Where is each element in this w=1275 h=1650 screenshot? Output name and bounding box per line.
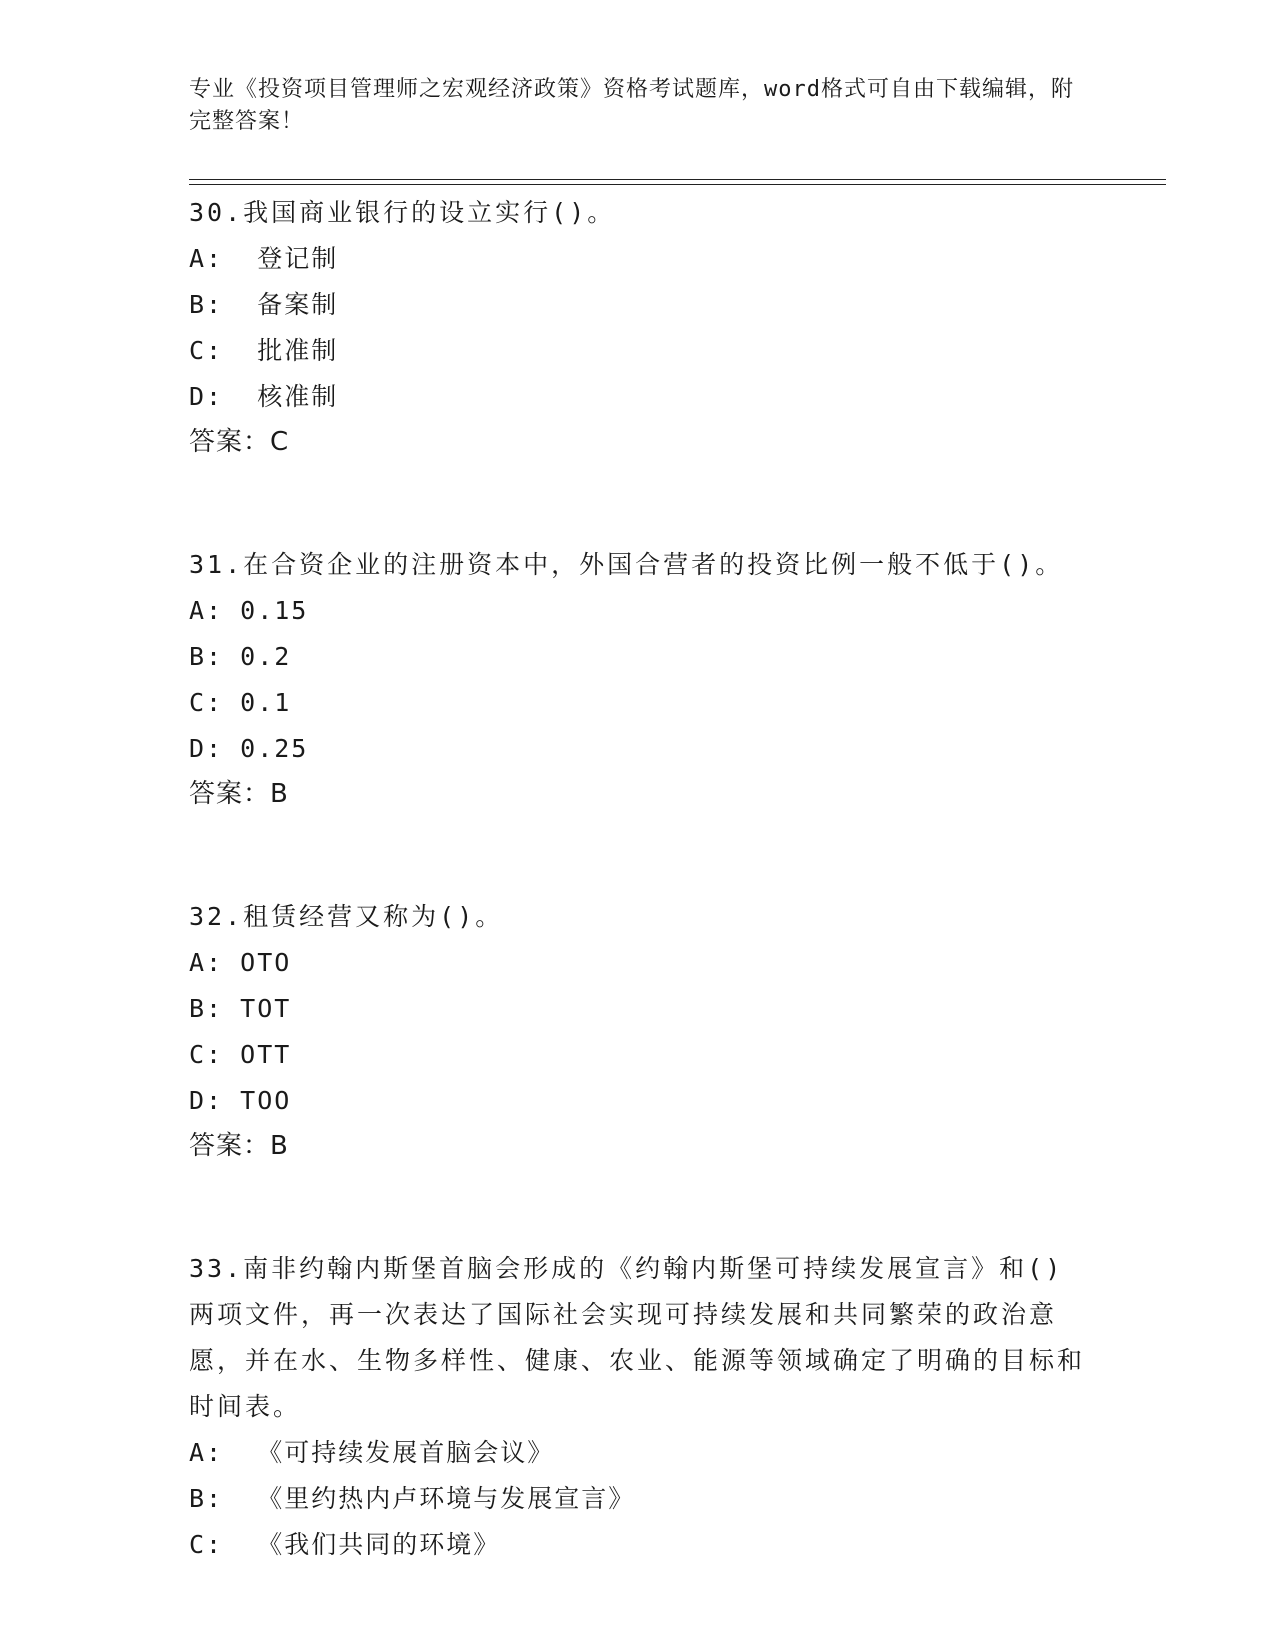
header-divider-line-2 (189, 184, 1166, 185)
option-b: B: 0.2 (189, 642, 292, 671)
option-c: C: 批准制 (189, 336, 339, 365)
option-b: B: 备案制 (189, 290, 339, 319)
option-d: D: 核准制 (189, 382, 339, 411)
question-list (189, 190, 1089, 1568)
question-spacer (189, 464, 1089, 542)
question-stem: 32.租赁经营又称为()。 (189, 902, 504, 931)
question-stem: 31.在合资企业的注册资本中，外国合营者的投资比例一般不低于()。 (189, 550, 1064, 579)
question-stem: 30.我国商业银行的设立实行()。 (189, 198, 616, 227)
option-c: C: 《我们共同的环境》 (189, 1530, 501, 1559)
question-spacer (189, 816, 1089, 894)
answer-line: 答案：B (189, 1131, 289, 1161)
question-33 (189, 1246, 1089, 1568)
option-a: A: 0.15 (189, 596, 309, 625)
option-b: B: TOT (189, 994, 292, 1023)
option-a: A: 登记制 (189, 244, 339, 273)
option-d: D: 0.25 (189, 734, 309, 763)
answer-line: 答案：B (189, 779, 289, 809)
option-a: A: 《可持续发展首脑会议》 (189, 1438, 555, 1467)
header-divider-line (189, 179, 1166, 180)
option-b: B: 《里约热内卢环境与发展宣言》 (189, 1484, 636, 1513)
question-30 (189, 190, 1089, 464)
option-c: C: 0.1 (189, 688, 292, 717)
answer-line: 答案：C (189, 427, 290, 457)
option-c: C: OTT (189, 1040, 292, 1069)
question-31 (189, 542, 1089, 816)
document-intro: 专业《投资项目管理师之宏观经济政策》资格考试题库，word格式可自由下载编辑，附完整答案！ (189, 77, 1074, 134)
option-a: A: OTO (189, 948, 292, 977)
option-d: D: TOO (189, 1086, 292, 1115)
question-32 (189, 894, 1089, 1168)
question-stem: 33.南非约翰内斯堡首脑会形成的《约翰内斯堡可持续发展宣言》和()两项文件，再一次表达了国际社会实现可持续发展和共同繁荣的政治意愿，并在水、生物多样性、健康、农业、能源等领域确定了明确的目标和时间表。 (189, 1254, 1086, 1421)
question-spacer (189, 1168, 1089, 1246)
